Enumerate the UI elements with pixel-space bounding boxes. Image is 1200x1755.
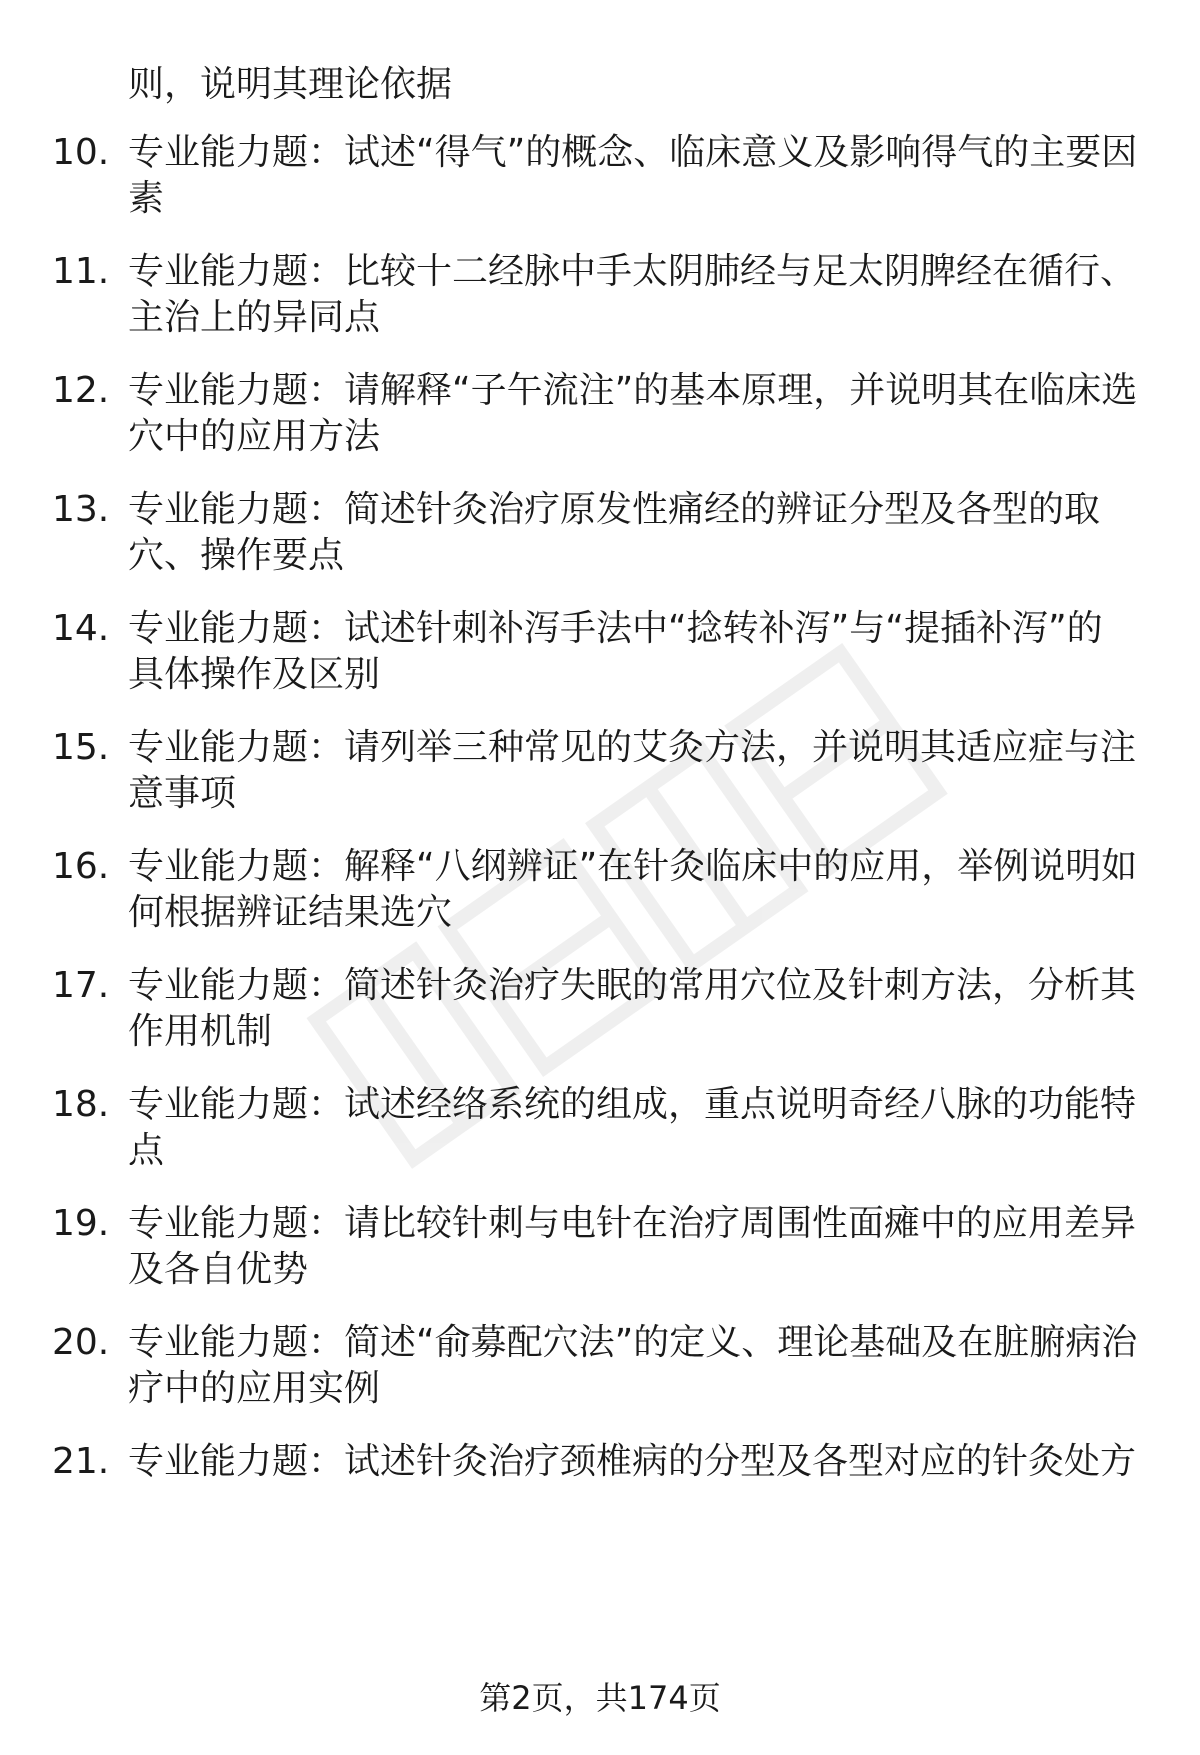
question-text: 专业能力题：试述经络系统的组成，重点说明奇经八脉的功能特点 [128, 1084, 1137, 1171]
question-number: 21. [52, 1441, 110, 1482]
question-text: 专业能力题：简述针灸治疗失眠的常用穴位及针刺方法，分析其作用机制 [128, 965, 1137, 1052]
question-number: 18. [52, 1084, 110, 1125]
question-number: 12. [52, 370, 110, 411]
question-text: 专业能力题：请比较针刺与电针在治疗周围性面瘫中的应用差异及各自优势 [128, 1203, 1137, 1290]
question-number: 11. [52, 251, 110, 292]
question-text: 专业能力题：比较十二经脉中手太阴肺经与足太阴脾经在循行、主治上的异同点 [128, 251, 1137, 338]
question-number: 14. [52, 608, 110, 649]
continuation-text: 则，说明其理论依据 [128, 64, 453, 105]
question-text: 专业能力题：请列举三种常见的艾灸方法，并说明其适应症与注意事项 [128, 727, 1137, 814]
question-number: 15. [52, 727, 110, 768]
question-text: 专业能力题：简述针灸治疗原发性痛经的辨证分型及各型的取穴、操作要点 [128, 489, 1101, 576]
page-footer: 第2页，共174页 [479, 1679, 721, 1717]
question-number: 20. [52, 1322, 110, 1363]
question-text: 专业能力题：简述“俞募配穴法”的定义、理论基础及在脏腑病治疗中的应用实例 [128, 1322, 1138, 1409]
question-text: 专业能力题：解释“八纲辨证”在针灸临床中的应用，举例说明如何根据辨证结果选穴 [128, 846, 1138, 933]
question-number: 19. [52, 1203, 110, 1244]
question-number: 10. [52, 132, 110, 173]
question-text: 专业能力题：试述针刺补泻手法中“捻转补泻”与“提插补泻”的具体操作及区别 [128, 608, 1103, 695]
question-text: 专业能力题：试述“得气”的概念、临床意义及影响得气的主要因素 [128, 132, 1138, 219]
question-text: 专业能力题：试述针灸治疗颈椎病的分型及各型对应的针灸处方 [128, 1441, 1137, 1482]
question-text: 专业能力题：请解释“子午流注”的基本原理，并说明其在临床选穴中的应用方法 [128, 370, 1138, 457]
question-number: 17. [52, 965, 110, 1006]
question-number: 16. [52, 846, 110, 887]
question-number: 13. [52, 489, 110, 530]
